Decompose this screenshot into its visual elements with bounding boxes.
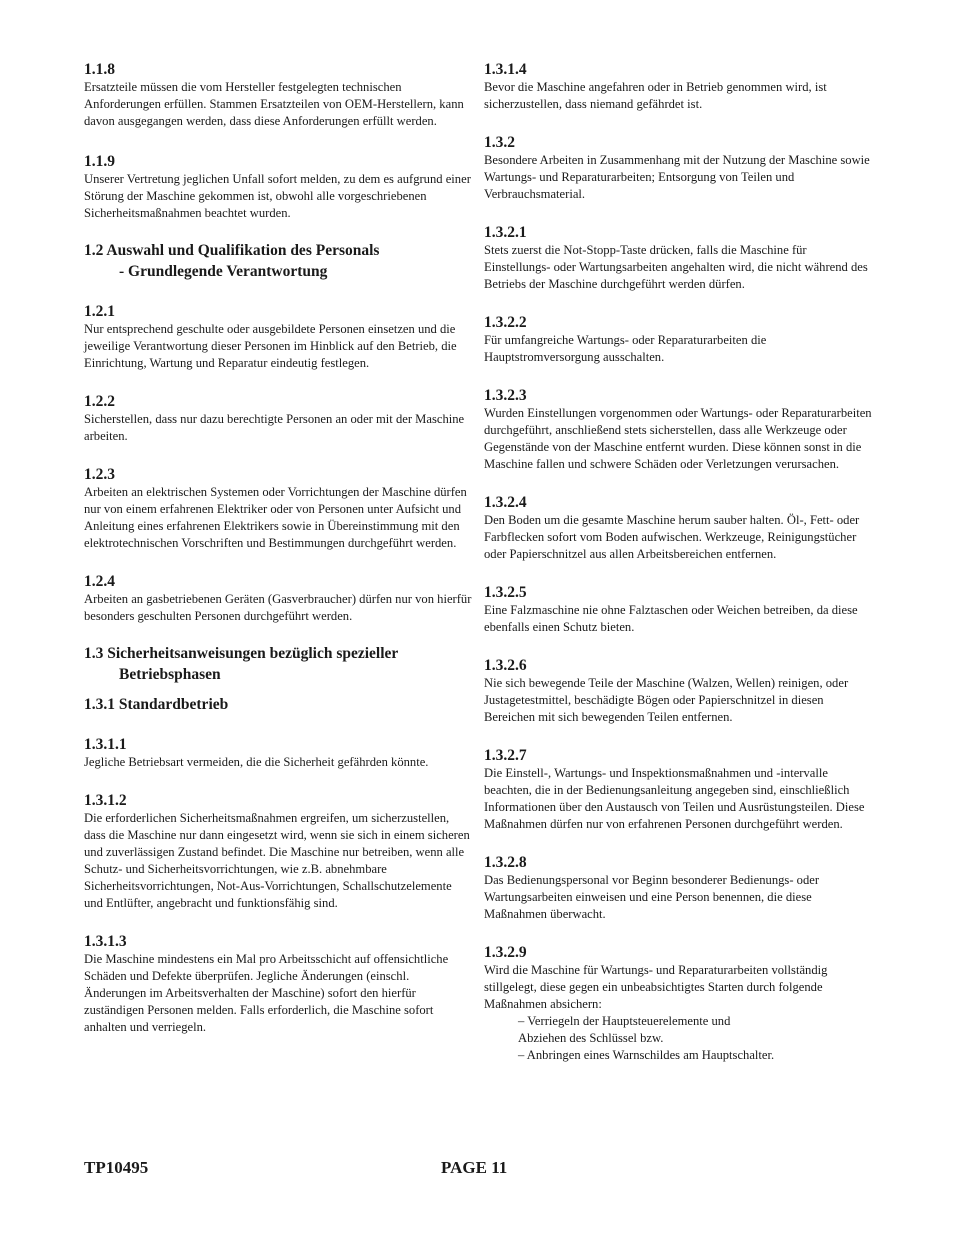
section-heading: 1.3.2.4 [484,494,527,511]
section-body: Arbeiten an elektrischen Systemen oder Vorrichtungen der Maschine dürfen nur von einem erfahrenen Elektriker oder von Personen unter Aufsicht und Anleitung eines erfahrenen Elektrikers sowie in Übereinstimmung mit den elektrotechnischen Vorschriften und Bestimmungen durchgeführt werden. [84,485,467,550]
chapter-heading-line1: 1.2 Auswahl und Qualifikation des Personals [84,242,380,259]
section-body: Stets zuerst die Not-Stopp-Taste drücken, falls die Maschine für Einstellungs- oder Wartungsarbeiten angehalten wird, die nicht während des Betriebs der Maschine durchgeführt werden dürfen. [484,243,868,291]
document-id: TP10495 [84,1158,149,1177]
section-heading: 1.3.2.1 [484,224,527,241]
section-body: Unserer Vertretung jeglichen Unfall sofort melden, zu dem es aufgrund einer Störung der Maschine gekommen ist, obwohl alle vorgeschriebenen Sicherheitsmaßnahmen beachtet wurden. [84,172,471,220]
section-1-3-2-1 [484,223,872,293]
chapter-heading-1-3 [84,643,472,685]
list-item: – Anbringen eines Warnschildes am Hauptschalter. [518,1048,775,1062]
section-1-3-2-2 [484,313,872,366]
list-item: Abziehen des Schlüssel bzw. [518,1031,664,1045]
subchapter-heading-1-3-1: 1.3.1 Standardbetrieb [84,696,229,713]
section-body: Den Boden um die gesamte Maschine herum sauber halten. Öl-, Fett- oder Farbflecken sofort vom Boden aufwischen. Werkzeuge, Reinigungstücher oder Papierschnitzel aus allen Arbeitsbereichen entfernen. [484,513,860,561]
section-heading: 1.3.1.2 [84,792,127,809]
section-heading: 1.3.2.2 [484,314,527,331]
section-body: Besondere Arbeiten in Zusammenhang mit der Nutzung der Maschine sowie Wartungs- und Reparaturarbeiten; Entsorgung von Teilen und Verbrauchsmaterial. [484,153,870,201]
section-1-3-2-8 [484,853,872,923]
section-1-2-3 [84,465,472,552]
section-body: Ersatzteile müssen die vom Hersteller festgelegten technischen Anforderungen erfüllen. Stammen Ersatzteilen von OEM-Herstellern, kann davon ausgegangen werden, dass diese Anforderungen erfüllt werden. [84,80,464,128]
section-body: Die erforderlichen Sicherheitsmaßnahmen ergreifen, um sicherzustellen, dass die Maschine nur dann eingesetzt wird, wenn sie sich in einem sicheren und zuverlässigen Zustand befindet. Die Maschine nur betreiben, wenn alle Schutz- und Sicherheitsvorrichtungen, wie z.B. abnehmbare Sicherheitsvorrichtungen, Not-Aus-Vorrichtungen, Schallschutzelemente und Entlüfter, angebracht und funktionsfähig sind. [84,811,470,910]
section-body: Die Maschine mindestens ein Mal pro Arbeitsschicht auf offensichtliche Schäden und Defekte überprüfen. Jegliche Änderungen (einschl. Änderungen im Arbeitsverhalten der Maschine) sofort den hierfür zuständigen Personen melden. Falls erforderlich, die Maschine sofort anhalten und verriegeln. [84,952,449,1034]
chapter-heading-1-2 [84,240,472,282]
section-heading: 1.2.4 [84,573,115,590]
section-1-2-1 [84,302,472,372]
section-heading: 1.3.2.7 [484,747,527,764]
section-1-3-2-3 [484,386,872,473]
section-1-3-1-3 [84,932,472,1036]
left-column [84,60,472,1036]
section-heading: 1.3.2.3 [484,387,527,404]
section-1-3-2-5 [484,583,872,636]
section-1-3-2-4 [484,493,872,563]
section-body: Sicherstellen, dass nur dazu berechtigte Personen an oder mit der Maschine arbeiten. [84,412,465,443]
section-body: Arbeiten an gasbetriebenen Geräten (Gasverbraucher) dürfen nur von hierfür besonders geschulten Personen durchgeführt werden. [84,592,472,623]
section-heading: 1.1.8 [84,61,115,78]
section-1-3-2 [484,133,872,203]
section-1-3-1-2 [84,791,472,912]
section-1-3-1-4 [484,60,872,113]
section-1-2-4 [84,572,472,625]
section-body: Nur entsprechend geschulte oder ausgebildete Personen einsetzen und die jeweilige Verantwortung dieser Personen im Hinblick auf den Betrieb, die Einrichtung, Wartung und Reparatur eindeutig festlegen. [84,322,457,370]
section-body: Wurden Einstellungen vorgenommen oder Wartungs- oder Reparaturarbeiten durchgeführt, anschließend stets sicherstellen, dass alle Werkzeuge oder Gegenstände von der Maschine entfernt wurden. Diese können sonst in die Maschine fallen und schwere Schäden oder Verletzungen verursachen. [484,406,872,471]
section-body: Wird die Maschine für Wartungs- und Reparaturarbeiten vollständig stillgelegt, diese gegen ein unbeabsichtigtes Starten durch folgende Maßnahmen absichern: [484,963,828,1011]
measures-list [484,1013,872,1064]
section-heading: 1.3.2.6 [484,657,527,674]
section-body: Eine Falzmaschine nie ohne Falztaschen oder Weichen betreiben, da diese ebenfalls einen Schutz bieten. [484,603,858,634]
section-heading: 1.2.1 [84,303,115,320]
section-heading: 1.2.3 [84,466,115,483]
section-heading: 1.3.1.4 [484,61,527,78]
section-1-1-9 [84,152,472,222]
section-heading: 1.1.9 [84,153,115,170]
section-heading: 1.3.2.9 [484,944,527,961]
section-body: Nie sich bewegende Teile der Maschine (Walzen, Wellen) reinigen, oder Justagetestmittel, beschädigte Bögen oder Papierschnitzel in diesen Bereichen mit sich bewegenden Teilen entfernen. [484,676,849,724]
section-heading: 1.3.2.8 [484,854,527,871]
section-1-3-2-9 [484,943,872,1064]
section-1-3-2-6 [484,656,872,726]
section-1-3-2-7 [484,746,872,833]
list-item: – Verriegeln der Hauptsteuerelemente und [518,1014,731,1028]
section-1-1-8 [84,60,472,130]
section-body: Für umfangreiche Wartungs- oder Reparaturarbeiten die Hauptstromversorgung ausschalten. [484,333,767,364]
section-body: Bevor die Maschine angefahren oder in Betrieb genommen wird, ist sicherzustellen, dass niemand gefährdet ist. [484,80,827,111]
section-1-2-2 [84,392,472,445]
section-body: Das Bedienungspersonal vor Beginn besonderer Bedienungs- oder Wartungsarbeiten einweisen und eine Person benennen, die diese Maßnahmen überwacht. [484,873,820,921]
section-heading: 1.3.2.5 [484,584,527,601]
section-heading: 1.2.2 [84,393,115,410]
section-1-3-1-1 [84,735,472,771]
section-heading: 1.3.1.1 [84,736,127,753]
section-heading: 1.3.2 [484,134,515,151]
section-body: Die Einstell-, Wartungs- und Inspektionsmaßnahmen und -intervalle beachten, die in der Bedienungsanleitung angegeben sind, einschließlich Informationen über den Austausch von Teilen und Ausrüstungsteilen. Diese Maßnahmen dürfen nur von erfahrenen Personen durchgeführt werden. [484,766,865,831]
chapter-heading-line2: - Grundlegende Verantwortung [119,263,328,280]
page-number: PAGE 11 [441,1158,508,1177]
section-body: Jegliche Betriebsart vermeiden, die die Sicherheit gefährden könnte. [84,755,429,769]
chapter-heading-line2: Betriebsphasen [119,666,221,683]
chapter-heading-line1: 1.3 Sicherheitsanweisungen bezüglich spezieller [84,645,399,662]
section-heading: 1.3.1.3 [84,933,127,950]
right-column [484,60,872,1064]
